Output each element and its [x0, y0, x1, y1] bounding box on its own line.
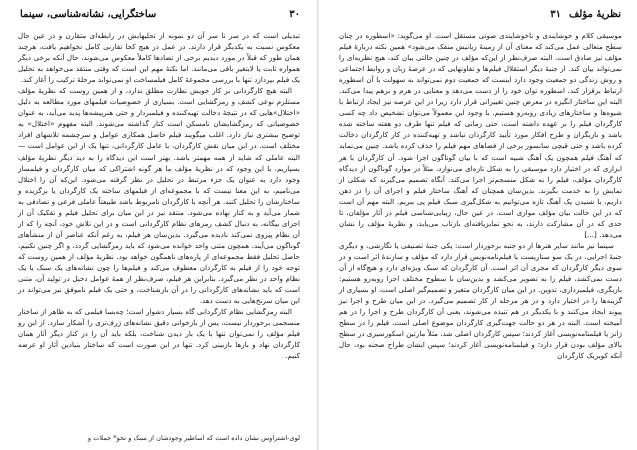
- right-paragraph-2: سینما نیز مانند سایر هنرها از دو جنبه برخوردار است: یکی جنبهٔ تصنیفی یا نگارشی، و دیگری جنبهٔ اجرایی. در یک سو سناریست یا فیلم‌نامه‌نویس قرار دارد که مؤلف و سازندهٔ اثر است و در سوی دیگر کارگردان که مجری آن اثر است. آن کارگردان که سبک ویژه‌ای دارد و هیچ‌گاه از آن دست نمی‌کشد، فیلم را به تصویر می‌کشد و بدین‌سان با سطوح مختلف اجرا روبه‌رو هستیم: بازیگری، فیلمبرداری، تدوین. در این میان کارگردان متغیر و تصمیم‌گیر اصلی است، او بسیاری از گزینه‌ها را در اختیار دارد و در هر مرحله از کار تصمیم می‌گیرد. در این میان طرح و اجرا نیز پیوند ایجاد می‌کنند و با یکدیگر در هم تنیده می‌شوند، یعنی آن کارگردان طرح و اجرا را در هم آمیخته است. البته در هر دو حالت جهت‌گیری کارگردان موضوع اصلی است. فیلم را در سطح ژانر یا فیلمنامه‌نویسی آغاز کردند؛ سپس کارگردان اصلی شد، مثلاً مارتین اسکورسیزی در سطح بالای مؤلف بودن قرار دارد؛ و فیلمنامه‌نویسی آغاز کردند؛ سپس ایشان طراح صحنه بود، حال آنکه کوبریک کارگردان: [339, 240, 622, 361]
- left-page-running-title: ساختگرایی، نشانه‌شناسی، سینما: [20, 9, 157, 20]
- right-page: [319, 0, 637, 450]
- left-paragraph-2: البته هیچ کارگردانی بر کار خویش نظارت مطلق ندارد، و از همین روست که نظریهٔ مؤلف مستلزم نوعی کشف و رمزگشایی است. بسیاری از خصوصیات فیلمهای مورد مطالعه به دلیل «اختلال»هایی که در نتیجهٔ دخالت تهیه‌کننده و فیلمبردار و حتی هنرپیشه‌ها پدید می‌آید، به عنوان خصوصیاتی که رمزگشایشان نامسکن است کنار گذاشته می‌شوند. البته مفهوم «اختلال» به توضیح بیشتری نیاز دارد. اغلب میگویند فیلم حاصل همکاری عوامل و سرچشمه تلاشهای افراد مختلف است. در این میان نقش کارگردان، یا عامل کارگردانی، تنها یک از این عوامل است — البته عاملی که شاید از همه مهمتر باشد. بهتر است این دیدگاه را به دید دیگر نظریهٔ مؤلف بسپاریم، با این وجود که در نظریهٔ مؤلف ما هر گونه اشتراکی که میان کارگردان و فیلمساز وجود دارد به عنوان یک جزء مرتبط در تحلیل در نظر گرفته می‌شود. این‌که آن را اختلال می‌نامیم، به این معنا نیست که با مجموعه‌ای از فیلمهای ساخته یک کارگردان یا برگزیده و ساختارشان را تحلیل کنند. هر آنچه با کارگردان نامربوط باشد طبیعتاً عاملی فرعی و تصادفی به شمار می‌آید و به کنار نهاده می‌شود. منتقد نیز در این میان برای تحلیل فیلم و تفکیک آن از اجزای بیگانه، به دنبال کشف رمزهای نظام کارگردانی است و در این تلاش خود، آنچه را که از آن نظام پیروی نمی‌کند نادیده می‌گیرد. بدین‌سان هر فیلم، به رغم آنکه عناصر آن از منشأهای گوناگون می‌آیند، همچون متنی واحد خوانده می‌شود که باید رمزگشایی گردد، و اگر چنین نکنیم، حاصل تحلیل فقط مجموعه‌ای از پاره‌های ناهمگون خواهد بود. نظریهٔ مؤلف از همین روست که توجه خود را از فیلم به کارگردان معطوف می‌کند و فیلم‌ها را چون نشانه‌های یک سبک یا یک نظام واحد در نظر می‌گیرد. بنابراین هر فیلم، صرف‌نظر از همهٔ عوامل دخیل در تولید آن، متنی است که باید نشانه‌های کارگردانی را در آن بازشناخت، و حتی یک فیلم ناموفق نیز می‌تواند در این میان سرنخ‌هایی به دست دهد.: [18, 86, 300, 306]
- left-paragraph-1: تبدیلی است که در سر تا سر آن دو نمونه از تجلیهایش در رابطه‌ای متقارن و در عین حال معکوس نسبت به یکدیگر قرار دارند. در عمل در هیچ کجا تقارنی کامل نخواهیم یافت، هرچند همان طور که قبلاً در مورد دیدیم برخی از تضادها کاملاً معکوس می‌شوند، حال آنکه برخی دیگر همواره ثابت یا لایتغیر باقی می‌مانند. اما نکتهٔ مهم این است که وقتی منتقد می‌خواهد به تحلیل یک فیلم بپردازد تنها با بررسی مجموعهٔ کامل فیلمساخت او نمی‌تواند مرحلهٔ ترکیب را آغاز کند.: [18, 31, 300, 85]
- left-page-number: ۳۰: [289, 9, 300, 20]
- right-page-number: ۳۱: [550, 9, 561, 20]
- left-page-body: [18, 30, 300, 361]
- left-paragraph-3: البته رمزگشایی نظام کارگردانی گاه بسیار دشوار است؛ چه‌بسا فیلمی که به ظاهر از ساختار منسجمی برخوردار نیست، پس از بازخوانی دقیق نشانه‌های ژرف‌تری را آشکار سازد. از این رو فیلم مؤلف را نمی‌توان تنها با یک بار دیدن شناخت، بلکه باید آن را در کنار دیگر آثار همان کارگردان نهاد و بارها بازبینی کرد. تنها در این صورت است که ساختار بنیادین آثار او عرضه کنیم.: [18, 307, 300, 361]
- right-page-running-title: نظریهٔ مؤلف: [568, 9, 621, 20]
- left-page: [0, 0, 318, 450]
- right-paragraph-1: موسیقی کلام و خوشایندی و ناخوشایندی صوتی مستقل است. او می‌گوید: «اسطوره در چنان سطح متعالی عمل می‌کند که معنای آن از زمینهٔ زبانیش منفک می‌شود» همین نکته دربارهٔ فیلم مؤلف نیز صادق است. البته صرف‌نظر از این‌که مؤلف در چنین حالتی بیان کند، هیچ نظریه‌ای را نمی‌تواند بیان کند. از جنبهٔ دیگر استقلال فیلم‌ها و تفاوتهایی که در عرصهٔ زبان و روابط اجتماعی و روش زندگی دو جمعیت وجود دارد اینست که جمعیت دوم نمی‌تواند به سهولت با آن اسطوره ارتباط برقرار کند، اسطوره توان خود را از دست می‌دهد و معنایی در هرم و برهم پیدا می‌کند. البته این ساختار انگیزه در معرض چنین تغییراتی قرار دارد زیرا در این عرصه نیز ایجاد ارتباط با شیوه‌ها و ساختارهای زیادی روبه‌رو هستیم. با وجود این معمولاً می‌توان تشخیص داد چه کسی کارگردان فیلم را بر عهده داشته است، حتی زمانی که فیلم تنها طرف دو هفته ساخته شده باشد و بازیگران و طرح افکار مورد تأیید کارگردان نباشد و تهیه‌کننده در کار کارگردان دخالت کرده باشد و حتی قیچی سانسور برخی از فضاهای مهم فیلم را حذف کرده باشد. چنین می‌نماید که آهنگ فیلم همچون یک آهنگ شبیه است که با بیان گوناگون اجرا شود. آن کارگردان با هر ابزاری که در اختیار دارد موسیقی را به شکل تازه‌ای می‌نوازد. مثلاً در موارد گوناگون از دیدگاه کارگردان مؤلف، فیلم را به شکل منسجم‌تر اجرا می‌کند. آنگاه تصمیم می‌گیرند که شکلی از نمایش را به خدمت بگیرند. بدین‌سان همچنان که آهنگ ساختار فیلم و اجرای آن را در ذهن داریم، با شنیدن یک آهنگ تازه می‌توانیم به شکل‌گیری سبک فیلم پی ببریم. البته مهم آن است که در این حالت بیان مؤلف موازی است. در عین حال، زیبایی‌شناسی فیلم در آثار مؤلفان، تا حدی که در آن مشارکت دارند، به نحو تمایزیافته‌ای بازتاب می‌یابد، و نظریهٔ مؤلف را نشان می‌دهد. [...]: [339, 31, 622, 239]
- left-page-footnote: لوی-اشتراوس نشان داده است که اساطیر وجودشان از سبک و نحو* جملات و: [87, 434, 300, 442]
- right-page-body: [339, 30, 622, 361]
